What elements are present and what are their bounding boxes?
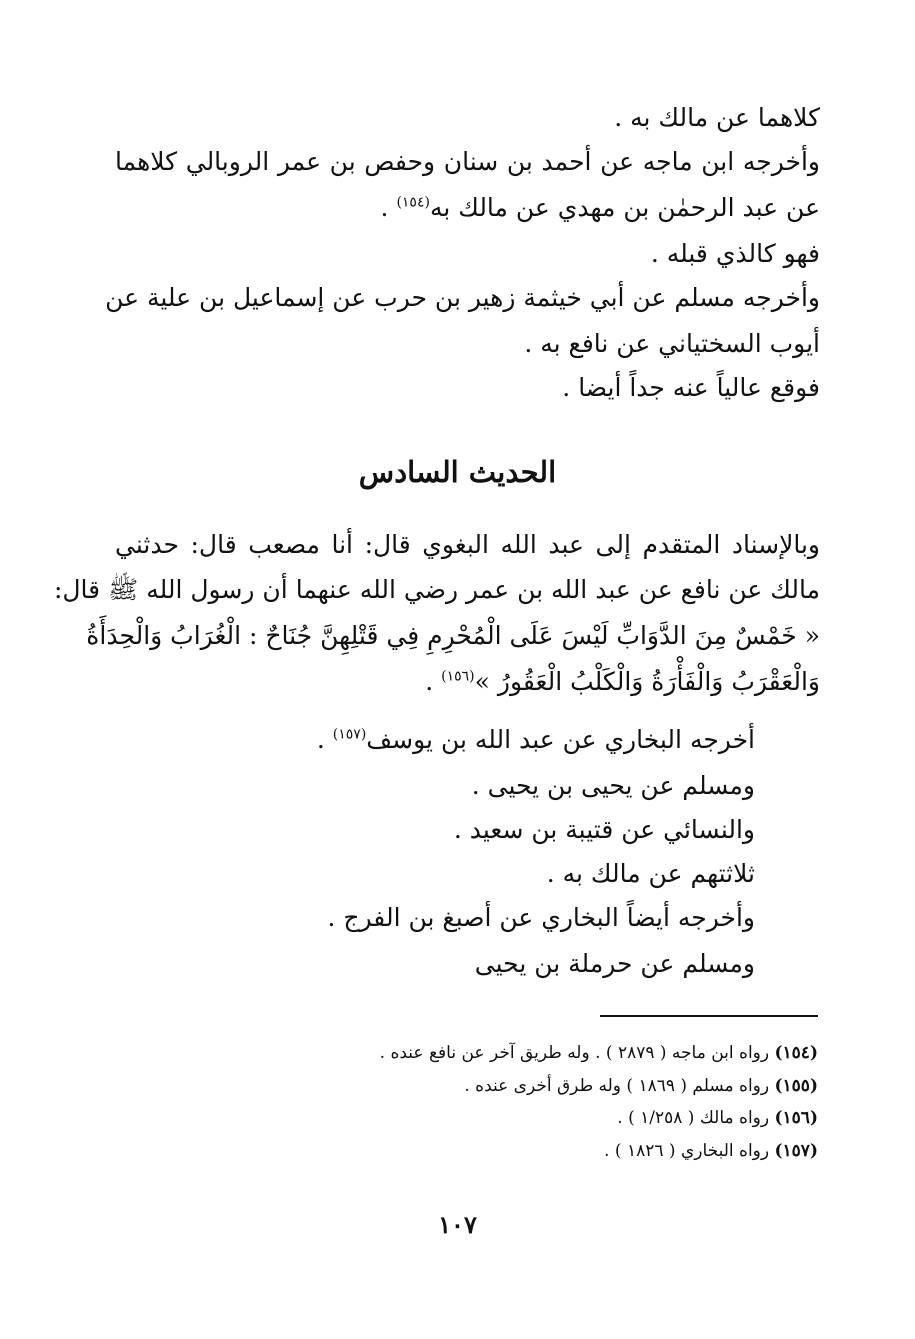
text-line: عن عبد الرحمٰن بن مهدي عن مالك به$^{(١٥٤)}$ . [380, 193, 820, 222]
hadith-line: وَالْعَقْرَبُ وَالْفَأْرَةُ وَالْكَلْبُ الْعَقُورُ »$^{(١٥٦)}$ . [425, 667, 820, 696]
footnote: (١٥٤) رواه ابن ماجه ( ٢٨٧٩ ) . وله طريق آخر عن نافع عنده . [379, 1043, 818, 1063]
text-line: فوقع عالياً عنه جداً أيضا . [562, 373, 820, 402]
text-line: أيوب السختياني عن نافع به . [524, 329, 820, 358]
takhrij-line: أخرجه البخاري عن عبد الله بن يوسف$^{(١٥٧)}$ . [316, 725, 755, 754]
text-line: فهو كالذي قبله . [650, 239, 820, 268]
footnote-divider [600, 1015, 818, 1017]
takhrij-line: ومسلم عن حرملة بن يحيى [474, 949, 755, 978]
page-number: ١٠٧ [438, 1210, 477, 1239]
takhrij-line: ثلاثتهم عن مالك به . [546, 859, 755, 888]
footnote: (١٥٦) رواه مالك ( ١/٢٥٨ ) . [617, 1108, 818, 1128]
isnad-line: مالك عن نافع عن عبد الله بن عمر رضي الله عنهما أن رسول الله ﷺ قال: [53, 575, 820, 604]
takhrij-line: وأخرجه أيضاً البخاري عن أصبغ بن الفرج . [327, 903, 755, 932]
text-line: وأخرجه ابن ماجه عن أحمد بن سنان وحفص بن عمر الروبالي كلاهما [115, 147, 820, 176]
takhrij-line: ومسلم عن يحيى بن يحيى . [471, 771, 755, 800]
footnote-ref: (١٥٤) [396, 194, 430, 211]
footnote: (١٥٥) رواه مسلم ( ١٨٦٩ ) وله طرق أخرى عنده . [464, 1076, 818, 1096]
takhrij-line: والنسائي عن قتيبة بن سعيد . [453, 815, 755, 844]
footnote: (١٥٧) رواه البخاري ( ١٨٢٦ ) . [604, 1141, 818, 1161]
footnote-ref: (١٥٦) [441, 668, 475, 685]
footnote-ref: (١٥٧) [332, 726, 367, 743]
text-line: كلاهما عن مالك به . [614, 103, 820, 132]
section-title: الحديث السادس [358, 455, 557, 489]
isnad-line: وبالإسناد المتقدم إلى عبد الله البغوي قال: أنا مصعب قال: حدثني [115, 530, 820, 559]
hadith-line: « خَمْسٌ مِنَ الدَّوَابِّ لَيْسَ عَلَى الْمُحْرِمِ فِي قَتْلِهِنَّ جُنَاحٌ : الْغُرَابُ وَالْحِدَأَةُ [86, 621, 820, 650]
text-line: وأخرجه مسلم عن أبي خيثمة زهير بن حرب عن إسماعيل بن علية عن [105, 283, 820, 312]
